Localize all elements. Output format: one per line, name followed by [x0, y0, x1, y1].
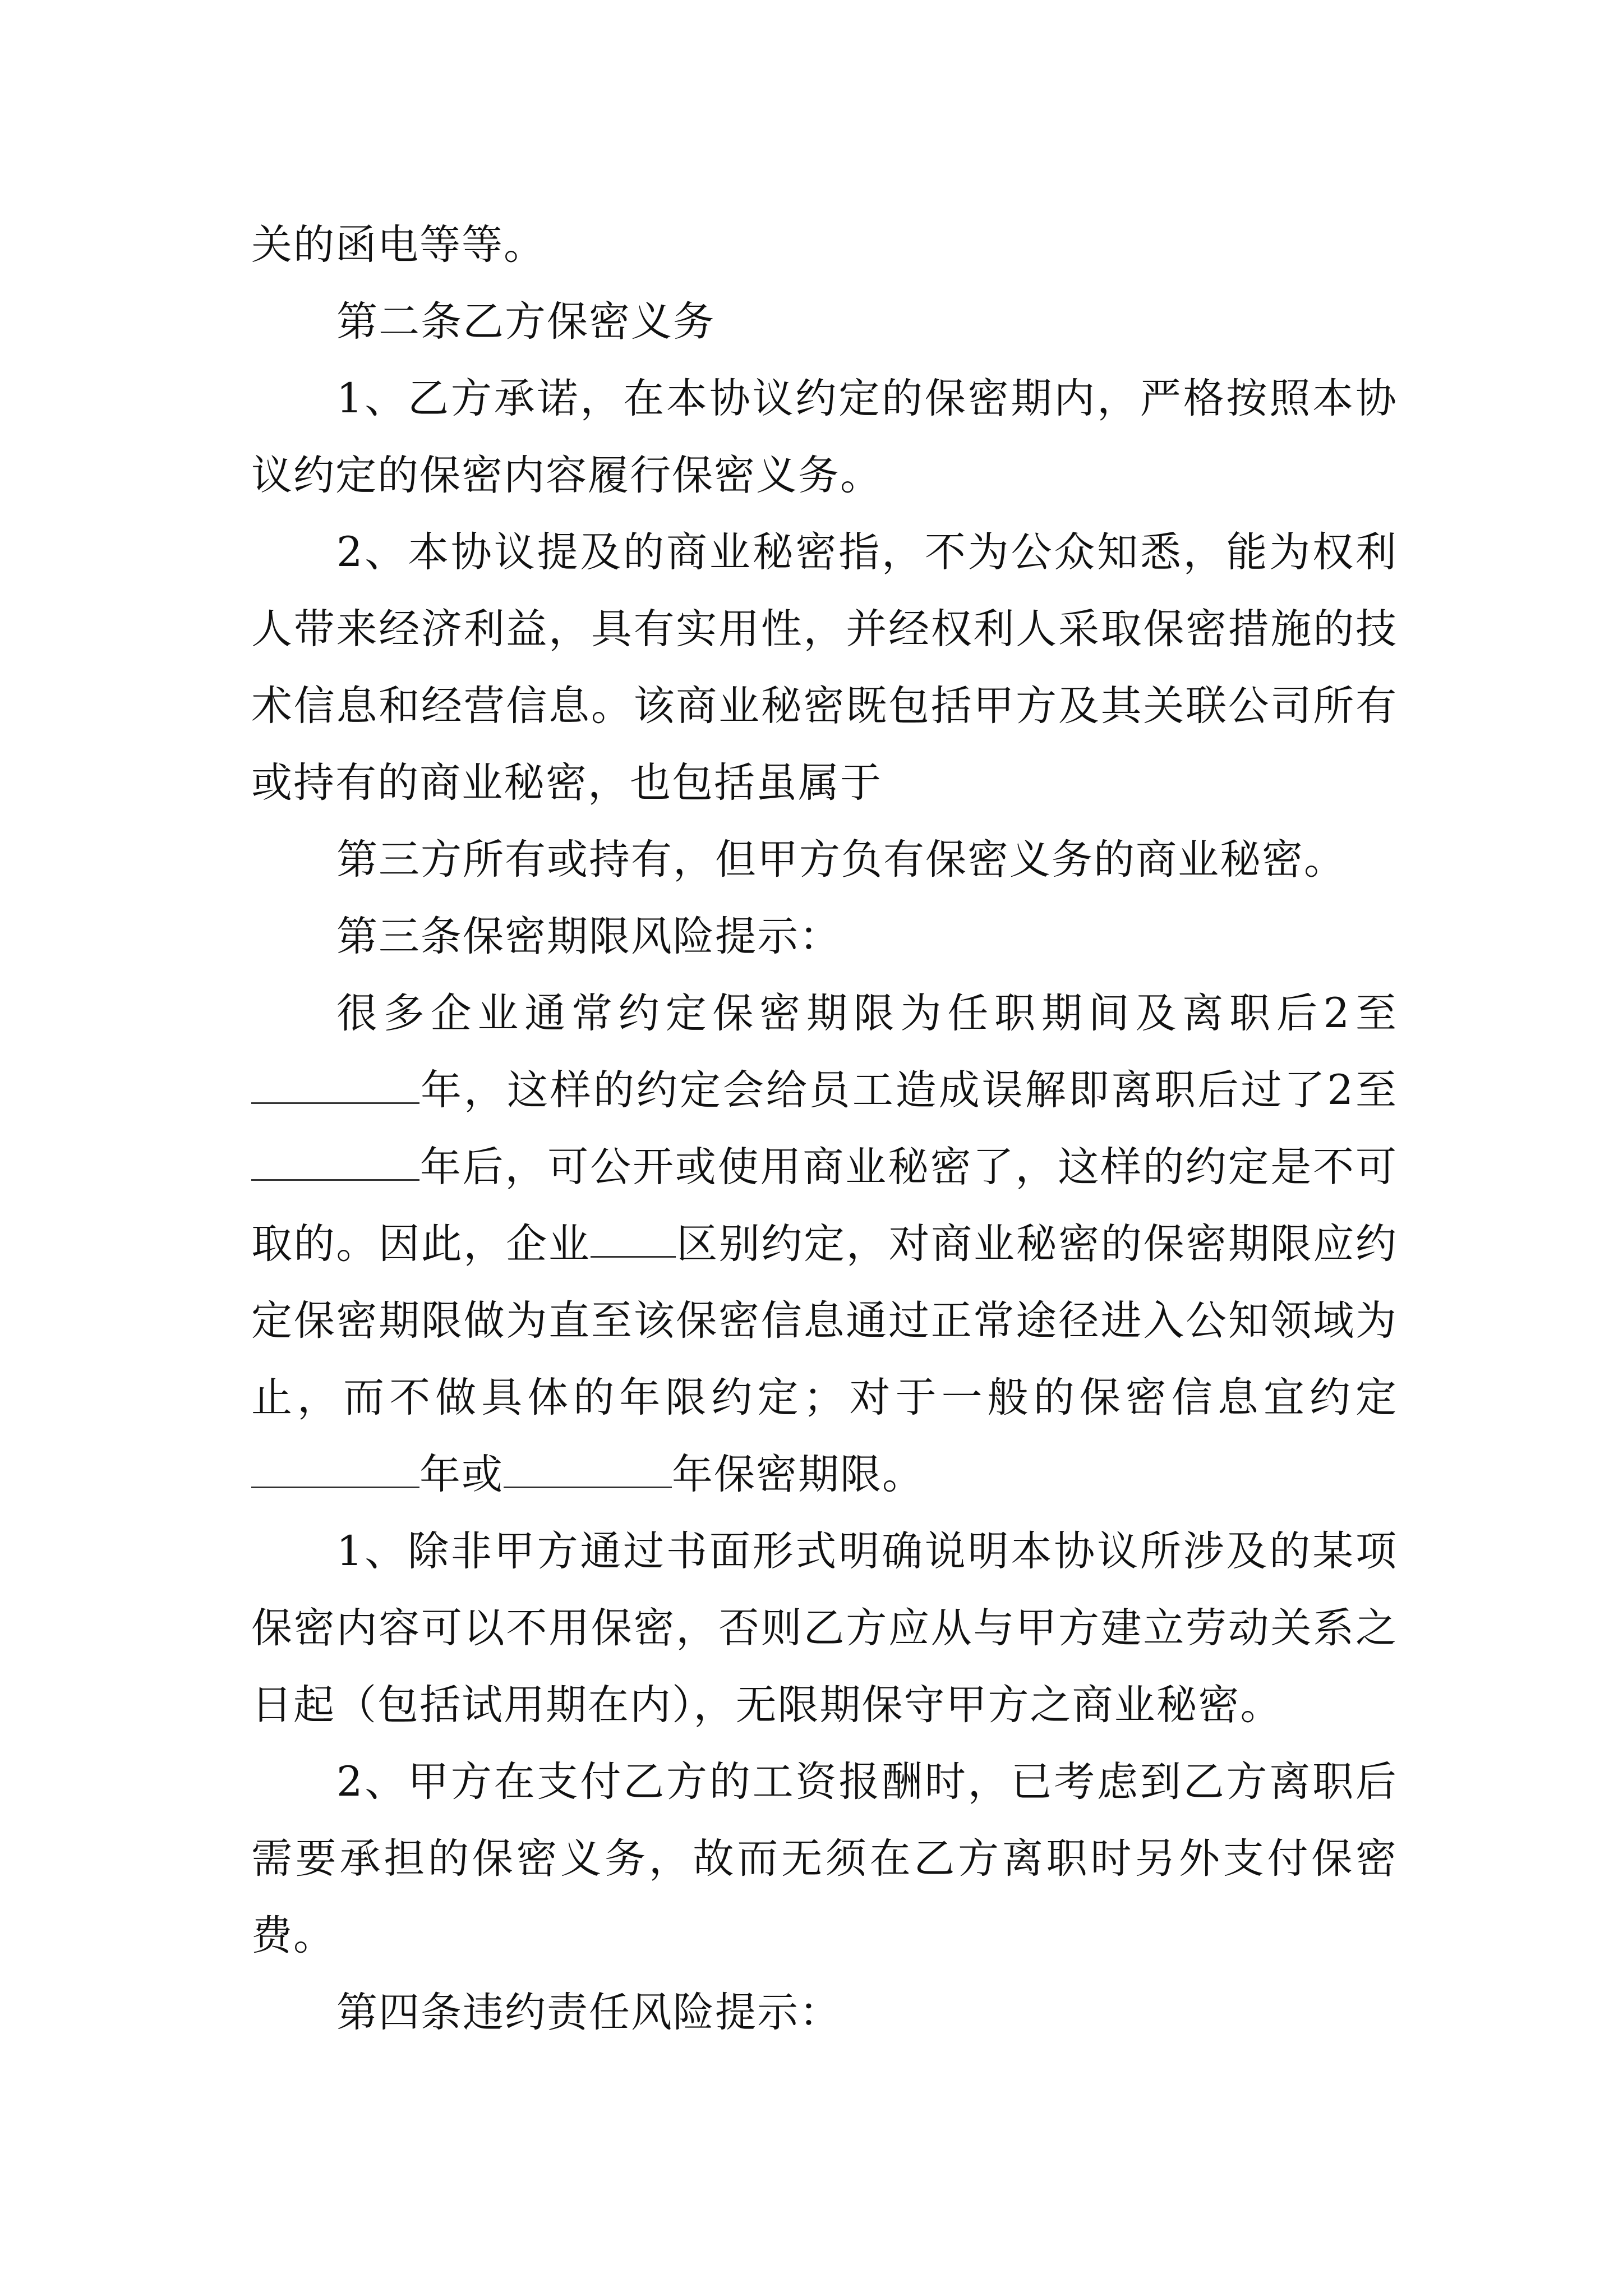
fill-in-blank[interactable]: [591, 1221, 676, 1258]
article-3-clause-1: 1、除非甲方通过书面形式明确说明本协议所涉及的某项保密内容可以不用保密，否则乙方应从与甲方建立劳动关系之日起（包括试用期在内），无限期保守甲方之商业秘密。: [251, 1527, 1398, 1729]
paragraph-continuation: 关的函电等等。: [251, 221, 546, 269]
article-4-heading: 第四条违约责任风险提示：: [336, 1989, 841, 2036]
fill-in-blank[interactable]: [504, 1452, 672, 1488]
fill-in-blank[interactable]: [251, 1452, 419, 1488]
article-2-clause-2-continued: 第三方所有或持有，但甲方负有保密义务的商业秘密。: [336, 836, 1346, 884]
document-body: [251, 206, 1398, 2051]
risk-note-text-5: 年或: [419, 1451, 504, 1498]
article-3-risk-note: [251, 975, 1398, 1513]
risk-note-text-2: 年，这样的约定会给员工造成误解即离职后过了2至: [419, 1066, 1398, 1114]
article-2-heading: 第二条乙方保密义务: [336, 298, 715, 346]
article-3-heading: 第三条保密期限风险提示：: [336, 913, 841, 960]
article-2-clause-2: 2、本协议提及的商业秘密指，不为公众知悉，能为权利人带来经济利益，具有实用性，并经权利人采取保密措施的技术信息和经营信息。该商业秘密既包括甲方及其关联公司所有或持有的商业秘密，也包括虽属于: [251, 528, 1398, 807]
article-3-clause-2: 2、甲方在支付乙方的工资报酬时，已考虑到乙方离职后需要承担的保密义务，故而无须在乙方离职时另外支付保密费。: [251, 1758, 1398, 1959]
risk-note-text-4: 区别约定，对商业秘密的保密期限应约定保密期限做为直至该保密信息通过正常途径进入公知领域为止，而不做具体的年限约定；对于一般的保密信息宜约定: [251, 1220, 1398, 1421]
risk-note-text-1: 很多企业通常约定保密期限为任职期间及离职后2至: [336, 990, 1398, 1037]
risk-note-text-6: 年保密期限。: [672, 1451, 924, 1498]
fill-in-blank[interactable]: [251, 1068, 419, 1104]
fill-in-blank[interactable]: [251, 1144, 419, 1181]
article-2-clause-1: 1、乙方承诺，在本协议约定的保密期内，严格按照本协议约定的保密内容履行保密义务。: [251, 375, 1398, 499]
risk-note-text-3: 年后，可公开或使用商业秘密了，这样的约定是不可取的。因此，企业: [251, 1143, 1398, 1268]
